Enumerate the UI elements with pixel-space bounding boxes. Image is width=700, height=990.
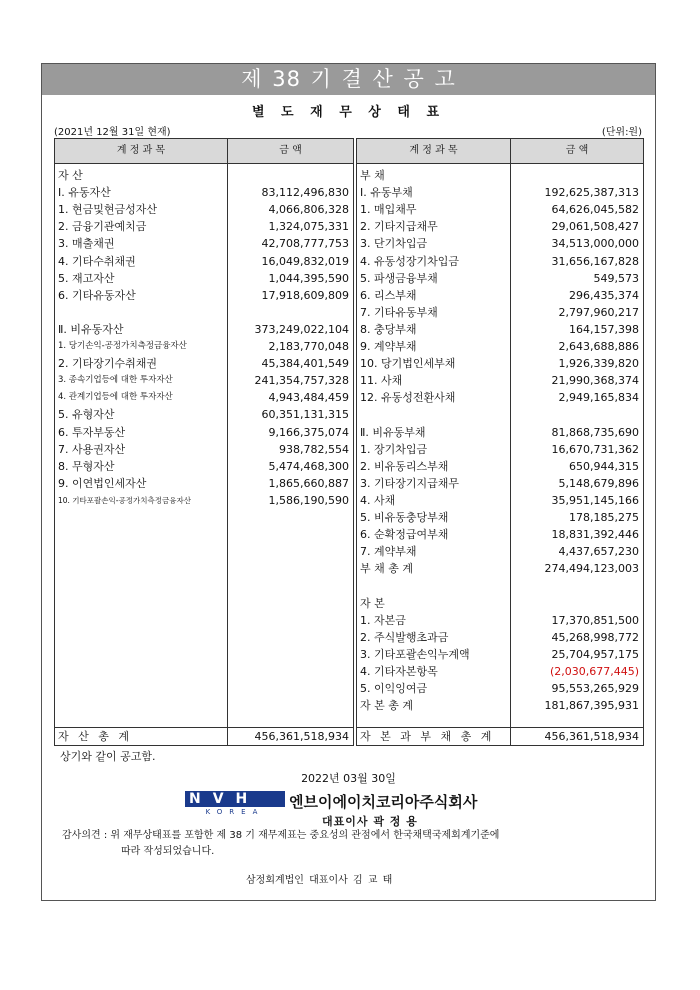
table-row	[55, 406, 353, 423]
account-name: 4. 사채	[360, 493, 396, 507]
account-amount: 241,354,757,328	[254, 374, 349, 388]
table-row	[357, 304, 643, 321]
liabilities-equity-total-row	[357, 727, 643, 745]
account-amount: 21,990,368,374	[551, 374, 639, 388]
account-amount: 81,868,735,690	[551, 425, 639, 439]
table-row	[55, 338, 353, 355]
account-amount: 1,586,190,590	[268, 493, 349, 507]
account-amount: 4,437,657,230	[558, 545, 639, 559]
account-amount: 192,625,387,313	[544, 186, 639, 200]
account-name: 8. 무형자산	[58, 459, 115, 473]
account-name: Ⅱ. 비유동부채	[360, 425, 426, 439]
account-header: 계 정 과 목	[409, 145, 458, 156]
account-amount: 1,044,395,590	[268, 271, 349, 285]
table-row	[357, 424, 643, 441]
account-name: 4. 유동성장기차입금	[360, 254, 459, 268]
account-amount: 2,643,688,886	[558, 340, 639, 353]
account-amount: 373,249,022,104	[254, 322, 349, 336]
table-row	[357, 270, 643, 287]
account-amount: 5,474,468,300	[268, 459, 349, 473]
account-amount: 95,553,265,929	[551, 682, 639, 695]
account-amount: 64,626,045,582	[551, 203, 639, 217]
assets-total-value: 456,361,518,934	[254, 730, 349, 743]
account-amount: 25,704,957,175	[551, 647, 639, 661]
account-amount: 31,656,167,828	[551, 254, 639, 268]
account-amount: 60,351,131,315	[261, 408, 349, 422]
account-name: 2. 주식발행초과금	[360, 630, 449, 644]
table-row	[357, 218, 643, 235]
account-name: 6. 투자부동산	[58, 425, 126, 439]
account-name: 4. 관계기업등에 대한 투자자산	[58, 392, 173, 403]
account-name: 2. 금융기관예치금	[58, 220, 147, 234]
account-name: 1. 매입채무	[360, 203, 417, 217]
account-amount: 17,370,851,500	[551, 613, 639, 627]
table-row	[357, 184, 643, 201]
account-name: 4. 기타자본항목	[360, 664, 438, 678]
account-amount: 16,670,731,362	[551, 442, 639, 456]
company-logo	[185, 791, 285, 817]
table-row	[357, 372, 643, 389]
table-row	[55, 167, 353, 184]
assets-total-row	[55, 727, 353, 745]
table-row	[55, 458, 353, 475]
table-row	[357, 595, 643, 612]
account-amount: 35,951,145,166	[551, 493, 639, 507]
table-row	[357, 338, 643, 355]
account-amount: (2,030,677,445)	[549, 664, 639, 678]
account-name: 3. 종속기업등에 대한 투자자산	[58, 375, 173, 386]
table-row	[357, 629, 643, 646]
account-amount: 4,943,484,459	[268, 391, 349, 405]
account-name: 2. 기타지급채무	[360, 220, 438, 234]
account-name: Ⅰ. 유동자산	[58, 186, 111, 200]
table-row	[357, 201, 643, 218]
table-row	[357, 167, 643, 184]
account-name: 9. 이연법인세자산	[58, 476, 147, 490]
account-amount: 2,183,770,048	[268, 340, 349, 353]
account-name: 9. 계약부채	[360, 340, 417, 353]
account-name: 1. 자본금	[360, 613, 406, 627]
logo-block	[185, 791, 285, 807]
account-name: 자 산	[58, 169, 83, 182]
table-row	[55, 389, 353, 406]
account-name: 자 본	[360, 596, 385, 610]
account-name: 부 채	[360, 169, 385, 182]
account-amount: 29,061,508,427	[551, 220, 639, 234]
account-amount: 42,708,777,753	[261, 237, 349, 251]
table-row	[55, 201, 353, 218]
table-row	[357, 235, 643, 252]
account-name: 5. 이익잉여금	[360, 682, 428, 695]
amount-header: 금 액	[565, 145, 589, 156]
account-amount: 181,867,395,931	[544, 699, 639, 713]
table-row	[357, 543, 643, 560]
account-name: 6. 리스부채	[360, 288, 417, 302]
account-name: 6. 순확정급여부채	[360, 528, 449, 542]
logo-letters: NVH	[189, 791, 260, 807]
account-amount: 83,112,496,830	[261, 186, 349, 200]
table-row	[55, 424, 353, 441]
unit-label: (단위:원)	[601, 127, 642, 138]
audit-opinion	[62, 828, 642, 860]
table-row	[357, 389, 643, 406]
account-name: 4. 기타수취채권	[58, 254, 136, 268]
amount-header: 금 액	[279, 145, 302, 156]
table-row	[357, 253, 643, 270]
table-row	[357, 355, 643, 372]
table-row	[357, 492, 643, 509]
account-name: 5. 유형자산	[58, 408, 115, 422]
table-row	[55, 218, 353, 235]
notice-date: 2022년 03월 30일	[301, 772, 396, 785]
account-name: 10. 당기법인세부채	[360, 357, 456, 371]
liabilities-equity-total-label: 자 본 과 부 채 총 계	[360, 730, 495, 743]
account-name: 8. 충당부채	[360, 322, 417, 336]
table-row	[357, 612, 643, 629]
table-row	[55, 287, 353, 304]
account-name: 7. 사용권자산	[58, 442, 126, 456]
account-amount: 938,782,554	[279, 442, 349, 456]
table-row	[55, 304, 353, 321]
account-name: 12. 유동성전환사채	[360, 391, 456, 405]
account-name: 3. 기타장기지급채무	[360, 476, 459, 490]
account-amount: 178,185,275	[569, 511, 639, 524]
audit-opinion-line2: 따라 작성되었습니다.	[121, 846, 215, 857]
account-header: 계 정 과 목	[116, 145, 166, 156]
audit-opinion-line1: 감사의견 : 위 재무상태표를 포함한 제 38 기 재무제표는 중요성의 관점에서 한국채택국제회계기준에	[62, 830, 500, 841]
account-name: Ⅱ. 비유동자산	[58, 322, 124, 336]
account-name: 6. 기타유동자산	[58, 288, 136, 302]
company-name: 엔브이에이치코리아주식회사	[289, 793, 478, 811]
account-name: 7. 기타유동부채	[360, 305, 438, 319]
table-row	[55, 235, 353, 252]
account-amount: 5,148,679,896	[558, 476, 639, 490]
account-name: 7. 계약부채	[360, 545, 417, 559]
table-row	[357, 560, 643, 577]
table-row	[55, 492, 353, 509]
account-amount: 296,435,374	[569, 288, 639, 302]
ceo-name: 대표이사 곽 정 용	[322, 815, 418, 828]
account-name: 2. 기타장기수취채권	[58, 357, 157, 371]
account-name: 부 채 총 계	[360, 562, 413, 576]
account-amount: 1,324,075,331	[268, 220, 349, 234]
account-name: 1. 장기차입금	[360, 442, 428, 456]
account-name: 3. 매출채권	[58, 237, 115, 251]
table-row	[55, 253, 353, 270]
assets-table-header	[55, 139, 353, 164]
account-amount: 1,926,339,820	[558, 357, 639, 371]
account-amount: 2,797,960,217	[558, 305, 639, 319]
account-amount: 1,865,660,887	[268, 476, 349, 490]
table-row	[357, 663, 643, 680]
table-row	[357, 321, 643, 338]
account-amount: 16,049,832,019	[261, 254, 349, 268]
assets-table	[54, 138, 354, 746]
table-row	[357, 526, 643, 543]
notice-statement: 상기와 같이 공고함.	[60, 750, 156, 763]
table-row	[357, 680, 643, 697]
table-row	[357, 458, 643, 475]
table-row	[357, 406, 643, 423]
logo-subtext: KOREA	[205, 808, 265, 816]
table-row	[55, 270, 353, 287]
table-row	[357, 577, 643, 594]
account-name: 2. 비유동리스부채	[360, 459, 449, 473]
account-amount: 164,157,398	[569, 322, 639, 336]
account-name: 자 본 총 계	[360, 699, 413, 713]
table-row	[357, 646, 643, 663]
account-amount: 45,268,998,772	[551, 630, 639, 644]
account-amount: 9,166,375,074	[268, 425, 349, 439]
table-row	[357, 697, 643, 714]
account-name: 3. 기타포괄손익누계액	[360, 647, 470, 661]
table-row	[55, 321, 353, 338]
table-row	[55, 475, 353, 492]
notice-title: 제 38 기 결 산 공 고	[42, 64, 655, 95]
account-amount: 274,494,123,003	[544, 562, 639, 576]
account-amount: 650,944,315	[569, 459, 639, 473]
account-name: 3. 단기차입금	[360, 237, 428, 251]
account-name: Ⅰ. 유동부채	[360, 186, 413, 200]
liabilities-equity-table	[356, 138, 644, 746]
account-name: 10. 기타포괄손익-공정가치측정금융자산	[58, 495, 191, 505]
table-row	[357, 441, 643, 458]
assets-total-label: 자 산 총 계	[58, 730, 132, 743]
statement-subtitle: 별 도 재 무 상 태 표	[251, 105, 446, 120]
as-of-date: (2021년 12월 31일 현재)	[54, 127, 171, 138]
table-row	[55, 355, 353, 372]
auditor-signature: 삼정회계법인 대표이사 김 교 태	[246, 875, 393, 886]
account-amount: 17,918,609,809	[261, 288, 349, 302]
liabilities-table-header	[357, 139, 643, 164]
account-name: 11. 사채	[360, 374, 403, 388]
account-amount: 549,573	[593, 271, 639, 285]
account-name: 5. 비유동충당부채	[360, 511, 449, 524]
account-amount: 4,066,806,328	[268, 203, 349, 217]
account-amount: 45,384,401,549	[261, 357, 349, 371]
table-row	[55, 372, 353, 389]
account-amount: 18,831,392,446	[551, 528, 639, 542]
table-row	[55, 441, 353, 458]
table-row	[357, 475, 643, 492]
account-amount: 34,513,000,000	[551, 237, 639, 251]
account-amount: 2,949,165,834	[558, 391, 639, 405]
account-name: 5. 파생금융부채	[360, 271, 438, 285]
table-row	[55, 184, 353, 201]
account-name: 5. 재고자산	[58, 271, 115, 285]
account-name: 1. 현금및현금성자산	[58, 203, 157, 217]
liabilities-equity-total-value: 456,361,518,934	[544, 730, 639, 743]
table-row	[357, 509, 643, 526]
account-name: 1. 당기손익-공정가치측정금융자산	[58, 341, 187, 351]
table-row	[357, 287, 643, 304]
